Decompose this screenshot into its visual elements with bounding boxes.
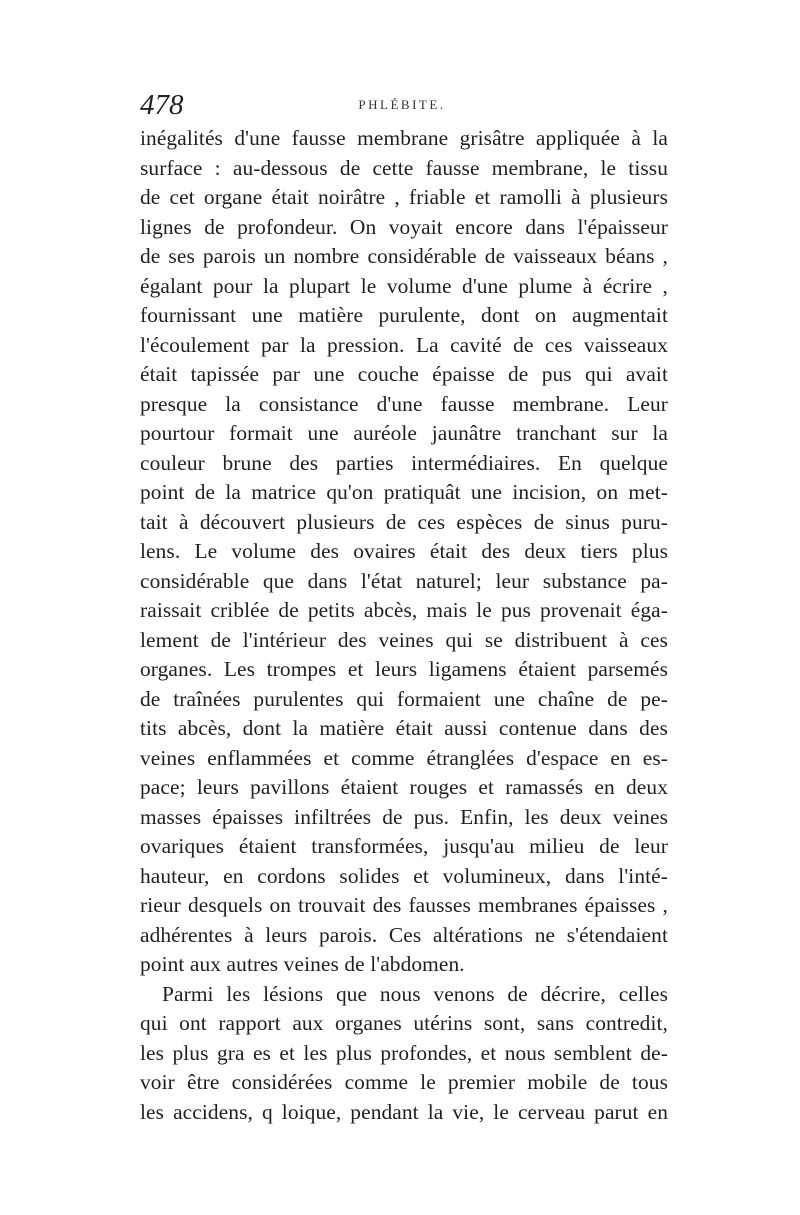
text-line: les accidens, q loique, pendant la vie, le cerveau parut en xyxy=(140,1099,668,1124)
text-line: égalant pour la plupart le volume d'une plume à écrire , xyxy=(140,273,668,298)
text-line: lement de l'intérieur des veines qui se distribuent à ces xyxy=(140,627,668,652)
text-line: de cet organe était noirâtre , friable et ramolli à plusieurs xyxy=(140,185,668,209)
text-line: adhérentes à leurs parois. Ces altérations ne s'étendaient xyxy=(140,922,668,947)
text-line: lens. Le volume des ovaires était des deux tiers plus xyxy=(140,539,668,563)
body-text xyxy=(140,124,668,1127)
paragraph xyxy=(140,124,668,980)
text-line: de traînées purulentes qui formaient une chaîne de pe- xyxy=(140,686,668,711)
text-line: veines enflammées et comme étranglées d'espace en es- xyxy=(140,745,668,770)
running-head xyxy=(140,88,664,122)
text-line: tits abcès, dont la matière était aussi contenue dans des xyxy=(140,716,668,740)
text-line: presque la consistance d'une fausse membrane. Leur xyxy=(140,391,668,416)
text-line: qui ont rapport aux organes utérins sont, sans contredit, xyxy=(140,1011,668,1035)
page-number: 478 xyxy=(140,89,184,121)
paragraph xyxy=(140,980,668,1128)
text-line: pace; leurs pavillons étaient rouges et ramassés en deux xyxy=(140,775,668,799)
text-line: masses épaisses infiltrées de pus. Enfin, les deux veines xyxy=(140,804,668,829)
text-line: rieur desquels on trouvait des fausses membranes épaisses , xyxy=(140,893,668,917)
text-line: lignes de profondeur. On voyait encore dans l'épaisseur xyxy=(140,214,668,239)
text-line: organes. Les trompes et leurs ligamens étaient parsemés xyxy=(140,657,668,681)
text-line: pourtour formait une auréole jaunâtre tranchant sur la xyxy=(140,421,668,445)
text-line: tait à découvert plusieurs de ces espèces de sinus puru- xyxy=(140,509,668,534)
text-line: l'écoulement par la pression. La cavité de ces vaisseaux xyxy=(140,332,668,357)
running-title: PHLÉBITE. xyxy=(358,97,446,112)
text-line: ovariques étaient transformées, jusqu'au milieu de leur xyxy=(140,834,668,858)
text-line: était tapissée par une couche épaisse de pus qui avait xyxy=(140,362,668,386)
text-line: raissait criblée de petits abcès, mais le pus provenait éga- xyxy=(140,598,668,622)
text-line: Parmi les lésions que nous venons de décrire, celles xyxy=(162,981,668,1006)
text-line: de ses parois un nombre considérable de vaisseaux béans , xyxy=(140,244,668,268)
text-line: les plus gra es et les plus profondes, et nous semblent de- xyxy=(140,1040,668,1065)
text-line: surface : au-dessous de cette fausse membrane, le tissu xyxy=(140,155,668,180)
text-line: inégalités d'une fausse membrane grisâtre appliquée à la xyxy=(140,126,668,150)
text-line: fournissant une matière purulente, dont on augmentait xyxy=(140,303,668,327)
text-line: point aux autres veines de l'abdomen. xyxy=(140,952,465,976)
text-line: considérable que dans l'état naturel; leur substance pa- xyxy=(140,568,668,593)
text-line: voir être considérées comme le premier mobile de tous xyxy=(140,1070,668,1094)
text-line: couleur brune des parties intermédiaires. En quelque xyxy=(140,450,668,475)
text-line: hauteur, en cordons solides et volumineux, dans l'inté- xyxy=(140,863,668,888)
text-line: point de la matrice qu'on pratiquât une incision, on met- xyxy=(140,480,668,504)
